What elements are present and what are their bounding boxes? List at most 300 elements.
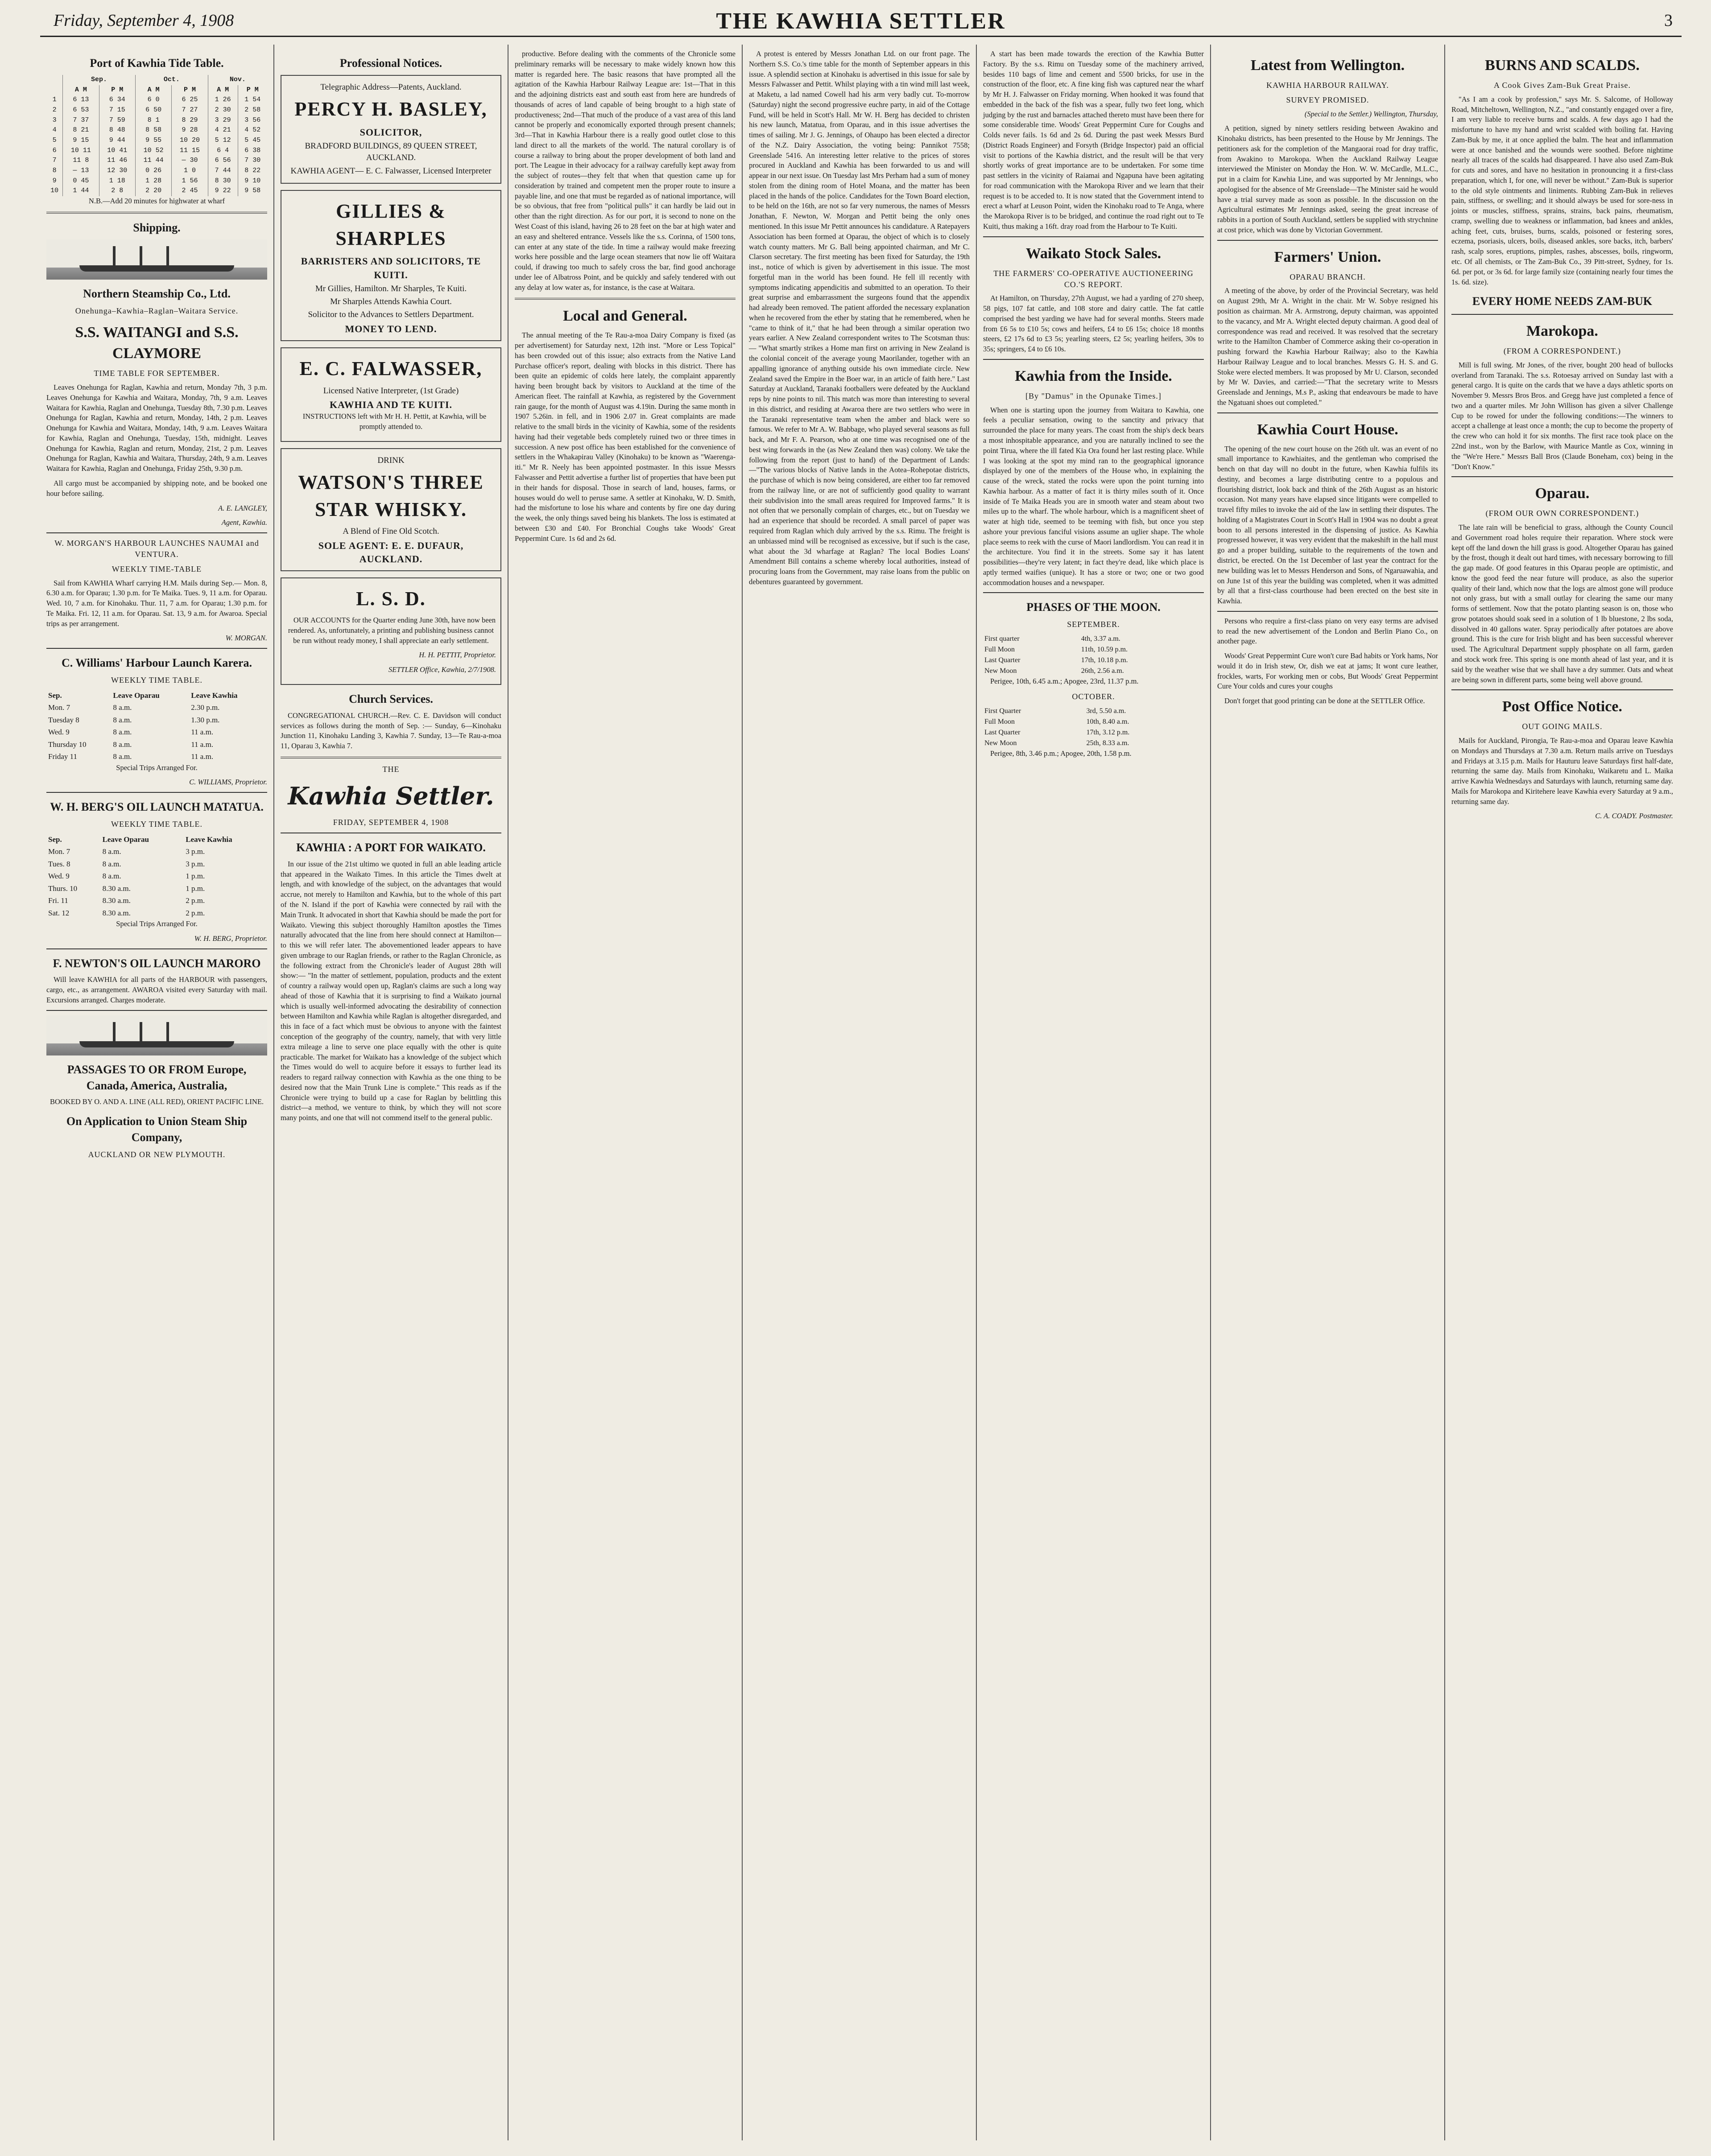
tide-row-cell: 6 50 bbox=[135, 105, 171, 115]
tide-row-cell: 5 45 bbox=[238, 136, 267, 146]
falwasser-place: KAWHIA AND TE KUITI. bbox=[329, 399, 453, 410]
williams-row-cell: Friday 11 bbox=[48, 752, 78, 761]
tide-note: N.B.—Add 20 minutes for highwater at wharf bbox=[88, 197, 225, 206]
basley-advert bbox=[281, 75, 501, 184]
moon-oct-row-cell: 25th, 8.33 a.m. bbox=[1086, 739, 1129, 747]
newton-text: Will leave KAWHIA for all parts of the HARBOUR with passengers, cargo, etc., as arrangement. AWAROA visited every Saturday with mail. Excursions arranged. Charges moderate. bbox=[46, 975, 267, 1004]
column-1 bbox=[40, 45, 274, 2140]
williams-row-cell: 8 a.m. bbox=[113, 703, 132, 712]
whisky-agent: SOLE AGENT: E. E. DUFAUR, AUCKLAND. bbox=[318, 540, 464, 565]
williams-row bbox=[46, 714, 267, 726]
moon-oct-row-cell: New Moon bbox=[984, 739, 1017, 747]
professional-notices-heading: Professional Notices. bbox=[339, 57, 442, 70]
wellington-text: A petition, signed by ninety settlers residing between Awakino and Kinohaku districts, has been presented to the House by Mr Jennings. The petitioners ask for the completion of the Mangaorai road for dray traffic, from Awakino to Marokopa. When the Auckland Railway League interviewed the Minister on Monday the Hon. W. W. McCardle, M.L.C., put in a claim for Kawhia Line, and was supported by Mr Jennings, who apologised for the absence of Mr Greenslade—The Minister said he would have a trial survey made as soon as possible. In the discussion on the Agricultural estimates Mr Jennings asked, seeing the great increase of rabbits in a portion of South Auckland, settlers be supplied with strychnine at cost price, which was done by Victorian Government. bbox=[1217, 124, 1438, 234]
tide-row bbox=[46, 95, 267, 105]
divider bbox=[46, 212, 267, 214]
column-4 bbox=[743, 45, 977, 2140]
williams-row-cell: 8 a.m. bbox=[113, 728, 132, 737]
basley-telegraphic: Telegraphic Address—Patents, Auckland. bbox=[320, 82, 462, 92]
berg-schedule bbox=[46, 833, 267, 919]
berg-row-cell: 8 a.m. bbox=[102, 859, 121, 868]
nss-route: Onehunga–Kawhia–Raglan–Waitara Service. bbox=[75, 306, 239, 315]
printing-notice: Don't forget that good printing can be done at the SETTLER Office. bbox=[1224, 697, 1425, 705]
masthead-title: THE KAWHIA SETTLER bbox=[716, 8, 1006, 34]
basley-address: BRADFORD BUILDINGS, 89 QUEEN STREET, AUCKLAND. bbox=[305, 141, 477, 163]
tide-row-cell: — 13 bbox=[63, 166, 99, 176]
tide-row-cell: 7 44 bbox=[208, 166, 238, 176]
berg-row-cell: 3 p.m. bbox=[186, 847, 205, 856]
lsd-signature: H. H. PETTIT, Proprietor. bbox=[419, 651, 496, 660]
farmers-subheading: OPARAU BRANCH. bbox=[1289, 272, 1366, 281]
tide-row-cell: 6 34 bbox=[99, 95, 135, 105]
moon-sep-row bbox=[983, 634, 1204, 644]
berg-row bbox=[46, 907, 267, 919]
tide-col-header: P M bbox=[238, 85, 267, 95]
williams-row-cell: Thursday 10 bbox=[48, 740, 87, 749]
local-general-heading: Local and General. bbox=[563, 308, 687, 325]
burns-text: "As I am a cook by profession," says Mr. S. Salcome, of Holloway Road, Mitcheltown, Wellington, N.Z., "and constantly engaged over a fire, I am very liable to receive burns and scalds. A few days ago I had the misfortune to have my hand and wrist scalded with boiling fat. Having Zam-Buk by me, it at once applied the balm. The heat and inflammation were at once banished and the wounds were soothed. Before nightime nearly all traces of the scalds had disappeared. I have also used Zam-Buk for cuts and sores, and have no hesitation in pronouncing it a first-class preparation, which I, for one, will never be without." Zam-Buk is superior to the old style ointments and liniments. Rubbing Zam-Buk in relieves pain, stiffness, or swelling; and it should always be used for sore-ness in joints or muscles, stiffness, sprains, strains, back pains, rheumatism, cramp, swelling due to weakness or inflammation, bad knees and ankles, aching feet, cuts, bruises, burns, scalds, poisoned or festering sores, eczema, psoriasis, ulcers, boils, diseased ankles, sore backs, itch, barbers' rash, scalp sores, eruptions, pimples, rashes, abscesses, boils, ringworm, etc. Of all chemists, or The Zam-Buk Co., 39 Pitt-street, Sydney, for 1s. 6d. per pot, or 3s 6d. for large family size (containing nearly four times the 1s. 6d. size). bbox=[1451, 95, 1673, 286]
tide-row-cell: 7 15 bbox=[99, 105, 135, 115]
berg-row-cell: Leave Oparau bbox=[102, 835, 149, 844]
tide-row-cell: 1 54 bbox=[238, 95, 267, 105]
berg-row-cell: Thurs. 10 bbox=[48, 884, 78, 893]
moon-sep-row-cell: New Moon bbox=[984, 667, 1017, 675]
tide-col-header: P M bbox=[172, 85, 208, 95]
moon-sep-row-cell: First quarter bbox=[984, 635, 1020, 643]
berg-row-cell: 1 p.m. bbox=[186, 872, 205, 881]
ss-names: S.S. WAITANGI and S.S. CLAYMORE bbox=[75, 324, 239, 362]
tide-row-cell: 10 20 bbox=[172, 136, 208, 146]
tide-row-cell: 9 15 bbox=[63, 136, 99, 146]
berg-row-cell: Wed. 9 bbox=[48, 872, 70, 881]
whisky-advert bbox=[281, 448, 501, 572]
columns bbox=[40, 45, 1682, 2140]
paper-the: THE bbox=[382, 764, 400, 774]
tide-row-cell: 5 12 bbox=[208, 136, 238, 146]
berg-row-cell: Mon. 7 bbox=[48, 847, 70, 856]
divider bbox=[46, 648, 267, 649]
piano-notice: Persons who require a first-class piano on very easy terms are advised to read the new advertisement of the London and Berlin Piano Co., on another page. bbox=[1217, 616, 1438, 646]
passages-text: BOOKED BY O. AND A. LINE (ALL RED), ORIENT PACIFIC LINE. bbox=[50, 1097, 264, 1106]
wellington-subheading-2: SURVEY PROMISED. bbox=[1286, 95, 1369, 104]
falwasser-title: Licensed Native Interpreter, (1st Grade) bbox=[323, 386, 459, 396]
agent-title: Agent, Kawhia. bbox=[221, 518, 267, 527]
court-heading: Kawhia Court House. bbox=[1257, 421, 1398, 438]
tide-row-cell: 6 38 bbox=[238, 146, 267, 156]
newton-heading: F. NEWTON'S OIL LAUNCH MARORO bbox=[53, 956, 261, 970]
berg-row bbox=[46, 845, 267, 857]
tide-row-cell: 1 0 bbox=[172, 166, 208, 176]
marokopa-heading: Marokopa. bbox=[1526, 323, 1598, 340]
marokopa-subheading: (FROM A CORRESPONDENT.) bbox=[1503, 346, 1621, 356]
berg-special: Special Trips Arranged For. bbox=[116, 919, 198, 928]
shipping-heading: Shipping. bbox=[133, 221, 181, 234]
tide-ampm-row bbox=[46, 85, 267, 95]
williams-row bbox=[46, 701, 267, 713]
berg-row-cell: 8 a.m. bbox=[102, 847, 121, 856]
tide-row-cell: 11 15 bbox=[172, 146, 208, 156]
berg-row bbox=[46, 870, 267, 882]
berg-row-cell: Leave Kawhia bbox=[186, 835, 232, 844]
tide-row-cell: 1 26 bbox=[208, 95, 238, 105]
wellington-subheading: KAWHIA HARBOUR RAILWAY. bbox=[1266, 80, 1389, 90]
moon-oct-row-cell: Full Moon bbox=[984, 718, 1015, 726]
leader-text: In our issue of the 21st ultimo we quoted in full an able leading article that appeared in the Waikato Times. In this article the Times dwelt at length, and with knowledge of the subject, on the advantages that would accrue, not merely to Hamilton and Kawhia, but to the whole of this part of the N. Island if the port of Kawhia were connected by rail with the Main Trunk. It advocated in short that Kawhia should be made the port for Waikato. Viewing this subject thoroughly Hamilton apostles the Times naturally advocated that the line from here should connect at Hamilton—to this we will refer later. The abovementioned leader appears to have given umbrage to our Raglan friends, or rather to the Raglan Chronicle, as the following extract from the Chronicle's leader of August 28th will show:— "In the matter of settlement, population, products and the extent of country a railway would open up, Raglan's claims are such a long way ahead of those of Kawhia that it is surprising to find a Waikato journal which is usually well-informed advocating the desirability of connection between Hamilton and Kawhia while Raglan is altogether disregarded, and this in face of a fact which must be obvious to anyone with the faintest conception of the geography of the country, namely, that with very little extra mileage a line to serve one place equally with the other is quite practicable. The market for Waikato has a knowledge of the subject which the Times would do well to acquire before it essays to further lead its readers to regard railway connection with Kawhia as the one thing to be desired now that the Main Trunk Line is complete." This reads as if the Chronicle were trying to build up a case for Raglan by belittling this district—a method, we venture to think, by which they will not score many points, and one that will not commend itself to the general public. bbox=[281, 859, 501, 1122]
tide-row-cell: 3 29 bbox=[208, 115, 238, 126]
court-text: The opening of the new court house on the 26th ult. was an event of no small importance to Kawhiaites, and the gentleman who comprised the bench on that day will no doubt in the future, when Kawhia fulfils its destiny, and becomes a large distributing centre to a populous and flourishing district, look back and think of the 26th August as an historic occasion. Not many years have elapsed since litigants were compelled to travel fifty miles to invoke the aid of the law in settling their disputes. The holding of a Magistrates Court in Scott's Hall in 1904 was no doubt a great boon to all persons interested in the dispensing of justice. As Kawhia progressed however, it was very evident that the makeshift in the hall must go and a proper building, suitable to the requirements of the town and district, be erected. On the 1st December of last year the contract for the new building was let to Messrs Henderson and Sons, of Ngaruawahia, and on June 1st of this year the building was completed, when it was admitted by all that a first-class courthouse had been erected on the best site in Kawhia. bbox=[1217, 444, 1438, 606]
tide-row-cell: 8 30 bbox=[208, 176, 238, 186]
tide-row-cell: 9 bbox=[52, 177, 57, 185]
tide-row-cell: 10 bbox=[50, 187, 59, 195]
divider bbox=[46, 532, 267, 533]
column-5 bbox=[977, 45, 1211, 2140]
tide-month: Nov. bbox=[208, 75, 267, 85]
divider bbox=[1451, 689, 1673, 690]
tide-col-header: P M bbox=[99, 85, 135, 95]
tide-row bbox=[46, 115, 267, 126]
tide-row-cell: 4 52 bbox=[238, 125, 267, 136]
inside-text: When one is starting upon the journey from Waitara to Kawhia, one feels a peculiar sensation, owing to the sanctity and privacy that surrounded the place for many years. The coast from the ship's deck bears a most inhospitable appearance, and you are naturally inclined to see the point Tirua, where the ill fated Kia Ora found her last resting place. While I was looking at the spot my mind ran to the geographical ignorance displayed by one of the members of the House who, in explaining the cause of the wreck, stated the rocks were upon the point turning into Kawhia harbour. As a matter of fact it is thirty miles south of it. Once inside of Te Maika Heads you are in smooth water and steam about two miles up to the wharf. The whole harbour, which is a magnificent sheet of water at high tide, seemed to be teeming with fish, but once you step ashore your previous fanciful visions assume an uglier shape. The whole place seems to reek with the curse of Maori landlordism. You can read it in the architecture. You find it in the streets. Some say it has latent possibilities—they're very latent; in fact they're dead, like which place is aptly termed waifies (unique). It has a store or two; one or two good accommodation houses and a newspaper. bbox=[983, 405, 1204, 587]
williams-row bbox=[46, 738, 267, 750]
williams-row bbox=[46, 726, 267, 738]
agent-name: A. E. LANGLEY, bbox=[218, 503, 267, 512]
tide-row-cell: 7 bbox=[52, 157, 57, 165]
tide-month: Oct. bbox=[135, 75, 208, 85]
moon-oct-row-cell: First Quarter bbox=[984, 707, 1021, 715]
tide-row-cell: 4 bbox=[52, 126, 57, 134]
tide-row-cell: 3 56 bbox=[238, 115, 267, 126]
tide-row-cell: 8 21 bbox=[63, 125, 99, 136]
whisky-blend: A Blend of Fine Old Scotch. bbox=[343, 527, 439, 536]
burns-subheading: A Cook Gives Zam-Buk Great Praise. bbox=[1494, 80, 1631, 90]
morgan-signature: W. MORGAN. bbox=[225, 634, 267, 643]
tide-row-cell: 11 44 bbox=[135, 156, 171, 166]
williams-row-cell: Sep. bbox=[48, 691, 62, 700]
tide-row-cell: 2 20 bbox=[135, 186, 171, 196]
berg-row-cell: Sat. 12 bbox=[48, 908, 70, 917]
tide-row bbox=[46, 156, 267, 166]
lsd-text: OUR ACCOUNTS for the Quarter ending June 30th, have now been rendered. As, unfortunately, a printing and publishing business cannot be run without ready money, I shall appreciate an early settlement. bbox=[288, 616, 496, 645]
tide-row-cell: 5 bbox=[52, 136, 57, 144]
moon-september-table bbox=[983, 634, 1204, 676]
oparau-subheading: (FROM OUR OWN CORRESPONDENT.) bbox=[1485, 509, 1639, 518]
tide-table-body bbox=[46, 95, 267, 196]
burns-heading: BURNS AND SCALDS. bbox=[1485, 57, 1640, 74]
tide-month: Sep. bbox=[63, 75, 136, 85]
farmers-heading: Farmers' Union. bbox=[1274, 248, 1381, 265]
divider bbox=[1217, 240, 1438, 241]
moon-october-note: Perigee, 8th, 3.46 p.m.; Apogee, 20th, 1.58 p.m. bbox=[990, 749, 1132, 758]
williams-row-cell: Mon. 7 bbox=[48, 703, 70, 712]
tide-row-cell: 0 26 bbox=[135, 166, 171, 176]
tide-row-cell: 4 21 bbox=[208, 125, 238, 136]
tide-month-row bbox=[46, 75, 267, 85]
williams-row-cell: 8 a.m. bbox=[113, 740, 132, 749]
moon-october: OCTOBER. bbox=[1072, 692, 1115, 701]
tide-row-cell: 6 56 bbox=[208, 156, 238, 166]
tide-row-cell: 9 10 bbox=[238, 176, 267, 186]
berg-row-cell: Tues. 8 bbox=[48, 859, 70, 868]
tide-row-cell: 9 28 bbox=[172, 125, 208, 136]
berg-row-cell: 8.30 a.m. bbox=[102, 908, 131, 917]
column-6 bbox=[1211, 45, 1445, 2140]
falwasser-name: E. C. FALWASSER, bbox=[299, 358, 483, 379]
williams-row-cell: 2.30 p.m. bbox=[191, 703, 220, 712]
local-notes-text: A protest is entered by Messrs Jonathan Ltd. on our front page. The Northern S.S. Co.'s time table for the month of September appears in this issue. A splendid section at Kinohaku is advertised in this issue for sale by Messrs Falwasser and Pettit. Whilst playing with a tin wind mill last week, at Maketu, a lad named Cowell had his arm very badly cut. To-morrow (Saturday) night the second progressive euchre party, in aid of the Cottage Fund, will be held in Scott's Hall. Mr W. H. Berg has decided to christen his new launch, Matatua, from Oparau, and in this issue advertises the times of sailing. Mr J. G. Jennings, of Ohaupo has been elected a director of the N.Z. Dairy Association, the voting being: Pannikot 7558; Greenslade 5416. An interesting letter relative to the prices of stores procured in Auckland and Kawhia has been forwarded to us and will appear in our next issue. On Tuesday last Mrs Perham had a sum of money stolen from the dining room of Hotel Moana, and the matter has been placed in the hands of the police. Candidates for the Town Board election, to be held on the 16th, are not so far very numerous, the names of Messrs Jonathan, F. Newton, W. Morgan and Pettit being the only ones mentioned. In this issue Mr Pettit announces his candidature. A Ratepayers Association has been formed at Oparau, the object of which is to closely watch county matters. Mr G. Ball being appointed chairman, and Mr C. Clarson secretary. The first meeting has been fixed for Saturday, the 19th inst., notice of which is given by advertisement in this issue. The most forgetful man in the world has been found. He fell ill recently with symptoms indicating appendicitis and submitted to an operation. To their great surprise and embarrassment the surgeons found that the appendix had already been removed. The patient afforded the necessary explanation when he recovered from the ether by stating that he remembered, when he "came to think of it," that he had been through a similar operation two years earlier. A New Zealand correspondent writes to The Scotsman thus:— "What smartly strikes a Home man first on arriving in New Zealand is the colonial conceit of the average young Maorilander, together with an appalling ignorance of anything outside his own immediate circle. New Zealand saved the Empire in the Boer war, in an article of faith here." Last Saturday at Auckland, Taranaki footballers were defeated by the Auckland reps by nine points to nil. This match was more than interesting to several in this district, and residing at Awaroa there are two settlers who were in the Taranaki representative team when the amber and black were so famous. We refer to Mr A. W. Babbage, who played several seasons as full back, and Mr F. A. Pearson, who at one time was recognised one of the best wing forwards in the (as New Zealand then was) colony. We take the following from the report (just to hand) of the Department of Lands:—"The various blocks of Native lands in the Aotea–Rohepotae districts, the purchase of which is now being considered, are either too far removed from the railway line, or are not of sufficiently good quality to warrant their subdivision into the small areas required for Improved farms." It is not often that we personally complain of charges, etc., but on Tuesday we had an experience that should be recorded. A small parcel of paper was required from Raglan which duly arrived by the s.s. Rimu. The freight is an unbiassed mind will be recognised as excessive, but if such is the case, what about the 3d wharfage at Raglan? The local Bodies Loans' Amendment Bill contains a scheme whereby local authorities, instead of procuring loans from the Government, may raise loans from the public on debentures guaranteed by government. bbox=[749, 49, 970, 586]
passages-heading: PASSAGES TO OR FROM Europe, Canada, America, Australia, bbox=[67, 1063, 247, 1092]
moon-september: SEPTEMBER. bbox=[1067, 620, 1120, 629]
tide-row-cell: 9 22 bbox=[208, 186, 238, 196]
berg-row bbox=[46, 895, 267, 907]
williams-row-cell: 1.30 p.m. bbox=[191, 715, 220, 724]
stock-sales-text: At Hamilton, on Thursday, 27th August, we had a yarding of 270 sheep, 58 pigs, 107 fat cattle, and 108 store and dairy cattle. The fat cattle comprised the best yarding we have had for several months. Steers made from £6 5s to £10 5s; cows and heifers, £4 to £6 15s; choice 18 months steers, £2 17s 6d to £3 5s; yearling steers, £2 5s; yearling heifers, 30s to 35s; springers, £4 to £6 10s. bbox=[983, 294, 1204, 354]
tide-row-cell: 2 58 bbox=[238, 105, 267, 115]
tide-row-cell: 6 25 bbox=[172, 95, 208, 105]
gillies-advert bbox=[281, 190, 501, 341]
moon-sep-row-cell: 11th, 10.59 p.m. bbox=[1081, 646, 1128, 654]
berg-row bbox=[46, 833, 267, 845]
falwasser-text: INSTRUCTIONS left with Mr H. H. Pettit, at Kawhia, will be promptly attended to. bbox=[302, 412, 487, 431]
wellington-heading: Latest from Wellington. bbox=[1250, 57, 1405, 74]
tide-row-cell: 6 4 bbox=[208, 146, 238, 156]
moon-sep-row bbox=[983, 655, 1204, 666]
divider bbox=[1451, 314, 1673, 315]
divider bbox=[281, 757, 501, 759]
marokopa-text: Mill is full swing. Mr Jones, of the river, bought 200 head of bullocks overland from Taranaki. The s.s. Rotoesay arrived on Sunday last with a general cargo. It is quite on the cards that we have a days athletic sports on November 9. Messrs Bros Bros. and Gregg have just completed a fence of two and a quarter miles. Mr John Willison has given a silver Challenge Cup to be rowed for under the following conditions:—The winners to accept a challenge at least once a month; the cup to become the property of the crew who can hold it for six months. The first race took place on the 22nd inst., won by the Barlow, with Maurice Mantle as Cox, winning in the "We're Here." Messrs Ball Bros (Claude Boneham, cox) being in the "Don't Know." bbox=[1451, 360, 1673, 471]
tide-row-cell: — 30 bbox=[172, 156, 208, 166]
burns-slogan: EVERY HOME NEEDS ZAM-BUK bbox=[1472, 295, 1653, 308]
williams-row-cell: Wed. 9 bbox=[48, 728, 70, 737]
tide-row-cell: 7 59 bbox=[99, 115, 135, 126]
williams-row-cell: 11 a.m. bbox=[191, 752, 214, 761]
divider bbox=[46, 792, 267, 793]
williams-row-cell: 11 a.m. bbox=[191, 728, 214, 737]
divider bbox=[46, 948, 267, 949]
column-2 bbox=[274, 45, 508, 2140]
tide-row-cell: 6 bbox=[52, 146, 57, 154]
tide-row-cell: 1 28 bbox=[135, 176, 171, 186]
williams-row bbox=[46, 689, 267, 701]
lsd-office: SETTLER Office, Kawhia, 2/7/1908. bbox=[388, 665, 496, 674]
tide-row-cell: 6 53 bbox=[63, 105, 99, 115]
tide-row-cell: 3 bbox=[52, 116, 57, 124]
paper-date: FRIDAY, SEPTEMBER 4, 1908 bbox=[333, 818, 449, 827]
moon-october-table bbox=[983, 706, 1204, 749]
moon-oct-row-cell: 17th, 3.12 p.m. bbox=[1086, 729, 1130, 737]
moon-oct-row bbox=[983, 717, 1204, 727]
tide-row-cell: 7 37 bbox=[63, 115, 99, 126]
stock-sales-subheading: THE FARMERS' CO-OPERATIVE AUCTIONEERING CO.'S REPORT. bbox=[993, 268, 1194, 289]
moon-phases-heading: PHASES OF THE MOON. bbox=[1026, 601, 1161, 614]
williams-schedule bbox=[46, 689, 267, 763]
stock-sales-heading: Waikato Stock Sales. bbox=[1025, 245, 1161, 262]
berg-row-cell: 8.30 a.m. bbox=[102, 896, 131, 905]
farmers-text: A meeting of the above, by order of the Provincial Secretary, was held on August 29th, Mr A. Wright in the chair. Mr W. Sobye resigned his position as chairman. Mr A. Armstrong, deputy chairman, was appointed to the vacancy, and Mr A. Wright elected deputy chairman. A good deal of correspondence was read and received. It was resolved that the secretary write to the Hamilton Chamber of Commerce asking their co-operation in pushing forward the Kawhia Harbour Railway; also to the Kawhia Harbour Railway League and to local branches. Messrs G. H. S. and G. Stoke were elected members. It was proposed by Mr U. Clarson, seconded by Mr W. Davies, and carried:—"That the secretary write to Messrs Greenslade and Jennings, M.s P., asking that endeavours be made to have the Ngatuani shoes out completed." bbox=[1217, 286, 1438, 407]
leader-heading: KAWHIA : A PORT FOR WAIKATO. bbox=[296, 841, 486, 854]
moon-oct-row-cell: Last Quarter bbox=[984, 729, 1021, 737]
money-to-lend: MONEY TO LEND. bbox=[345, 323, 437, 334]
berg-row-cell: Fri. 11 bbox=[48, 896, 68, 905]
williams-special: Special Trips Arranged For. bbox=[116, 763, 198, 772]
lsd-heading: L. S. D. bbox=[356, 588, 426, 610]
inside-heading: Kawhia from the Inside. bbox=[1015, 367, 1172, 384]
tide-row-cell: 0 45 bbox=[63, 176, 99, 186]
moon-oct-row-cell: 10th, 8.40 a.m. bbox=[1086, 718, 1129, 726]
masthead bbox=[40, 8, 1682, 37]
moon-sep-row bbox=[983, 666, 1204, 676]
divider bbox=[983, 592, 1204, 593]
passages-address: AUCKLAND OR NEW PLYMOUTH. bbox=[88, 1150, 226, 1159]
berg-row bbox=[46, 858, 267, 870]
tide-row bbox=[46, 105, 267, 115]
moon-sep-row-cell: 4th, 3.37 a.m. bbox=[1081, 635, 1120, 643]
berg-row-cell: Sep. bbox=[48, 835, 62, 844]
divider bbox=[515, 298, 736, 300]
williams-signature: C. WILLIAMS, Proprietor. bbox=[189, 778, 267, 787]
tide-row-cell: 11 8 bbox=[63, 156, 99, 166]
moon-oct-row bbox=[983, 706, 1204, 717]
paper-nameplate: Kawhia Settler. bbox=[288, 781, 494, 810]
tide-col-header: A M bbox=[63, 85, 99, 95]
tide-row bbox=[46, 125, 267, 136]
gillies-advances: Solicitor to the Advances to Settlers Department. bbox=[308, 310, 474, 320]
divider bbox=[1217, 611, 1438, 612]
column-3 bbox=[508, 45, 743, 2140]
church-heading: Church Services. bbox=[349, 692, 433, 705]
tide-row-cell: 10 41 bbox=[99, 146, 135, 156]
tide-row-cell: 9 55 bbox=[135, 136, 171, 146]
tide-row-cell: 2 30 bbox=[208, 105, 238, 115]
tide-row-cell: 1 44 bbox=[63, 186, 99, 196]
nss-name: Northern Steamship Co., Ltd. bbox=[83, 287, 231, 300]
post-office-heading: Post Office Notice. bbox=[1502, 698, 1623, 715]
moon-sep-row-cell: Full Moon bbox=[984, 646, 1015, 654]
gillies-partners: Mr Gillies, Hamilton. Mr Sharples, Te Kuiti. bbox=[315, 284, 467, 293]
berg-row bbox=[46, 882, 267, 895]
berg-timetable-title: WEEKLY TIME TABLE. bbox=[111, 819, 203, 829]
gillies-name: GILLIES & SHARPLES bbox=[335, 200, 446, 249]
falwasser-advert bbox=[281, 347, 501, 442]
passages-apply: On Application to Union Steam Ship Company, bbox=[66, 1115, 248, 1144]
steamship-illustration bbox=[46, 239, 267, 280]
post-office-text: Mails for Auckland, Pirongia, Te Rau-a-moa and Oparau leave Kawhia on Mondays and Thursdays at 7.30 a.m. Return mails arrive on Tuesdays and Fridays at 3.15 p.m. Mails for Hauturu leave Saturdays first half-date, returning the same day. Mails from Kinohaku, Waikaretu and L. Maika arrive Kawhia Wednesdays and Saturdays with launch, returning same day. Mails for Marokopa and Kiritehere leave Kawhia every Saturday at 9 a.m., returning same day. bbox=[1451, 736, 1673, 806]
moon-sep-row-cell: 26th, 2.56 a.m. bbox=[1081, 667, 1124, 675]
tide-row-cell: 1 bbox=[52, 96, 57, 104]
tide-row-cell: 8 58 bbox=[135, 125, 171, 136]
tide-table bbox=[46, 75, 267, 196]
tide-row-cell: 10 11 bbox=[63, 146, 99, 156]
tide-row-cell: 9 44 bbox=[99, 136, 135, 146]
williams-timetable-title: WEEKLY TIME TABLE. bbox=[111, 676, 203, 685]
basley-name: PERCY H. BASLEY, bbox=[294, 98, 488, 120]
tide-row-cell: 6 13 bbox=[63, 95, 99, 105]
berg-heading: W. H. BERG'S OIL LAUNCH MATATUA. bbox=[50, 800, 264, 814]
tide-row bbox=[46, 186, 267, 196]
post-office-signature: C. A. COADY. Postmaster. bbox=[1595, 812, 1673, 820]
tide-row bbox=[46, 146, 267, 156]
divider bbox=[983, 359, 1204, 360]
williams-row-cell: Tuesday 8 bbox=[48, 715, 79, 724]
lsd-advert bbox=[281, 577, 501, 685]
morgan-heading: W. MORGAN'S HARBOUR LAUNCHES NAUMAI and VENTURA. bbox=[54, 539, 259, 559]
morgan-text: Sail from KAWHIA Wharf carrying H.M. Mails during Sep.— Mon. 8, 6.30 a.m. for Oparau; 1.30 p.m. for Te Maika. Tues. 9, 11 a.m. for Oparau. Wed. 10, 7 a.m. for Kinohaku. Thur. 11, 7 a.m. for Oparau; 1.30 p.m. for Te Maika. Fri. 12, 11 a.m. for Oparau. Sat. 13, 9 a.m. for Awaroa. Special trips as per arrangement. bbox=[46, 578, 267, 628]
tide-row-cell: 8 48 bbox=[99, 125, 135, 136]
tide-row bbox=[46, 136, 267, 146]
divider bbox=[1451, 476, 1673, 477]
williams-row-cell: Leave Kawhia bbox=[191, 691, 238, 700]
berg-signature: W. H. BERG, Proprietor. bbox=[194, 934, 267, 943]
gillies-note: Mr Sharples Attends Kawhia Court. bbox=[330, 297, 452, 307]
berg-row-cell: 3 p.m. bbox=[186, 859, 205, 868]
woods-verse: Woods' Great Peppermint Cure won't cure Bad habits or York hams, Nor would it do in Irish stew, Or, dish we eat at jams; It wont cure leather, frockles, warts, For working men or cobs, But Woods' Great Peppermint Cure Your colds and cures your coughs bbox=[1217, 651, 1438, 691]
whisky-drink: DRINK bbox=[377, 455, 405, 465]
divider bbox=[1217, 412, 1438, 413]
williams-row-cell: 11 a.m. bbox=[191, 740, 214, 749]
tide-table-title: Port of Kawhia Tide Table. bbox=[90, 57, 224, 70]
wellington-dateline: (Special to the Settler.) Wellington, Thursday, bbox=[1304, 109, 1438, 118]
tide-row-cell: 8 22 bbox=[238, 166, 267, 176]
berg-row-cell: 1 p.m. bbox=[186, 884, 205, 893]
tide-row-cell: 1 18 bbox=[99, 176, 135, 186]
moon-sep-row bbox=[983, 644, 1204, 655]
liner-illustration bbox=[46, 1015, 267, 1055]
local-general-text: The annual meeting of the Te Rau-a-moa Dairy Company is fixed (as per advertisement) for Saturday next, 12th inst. "More or Less Topical" has been crowded out of this issue; also extracts from the Native Land Purchase officer's report, dealing with blocks in this district. There has been quite an epidemic of colds here lately, the complaint apparently having been brought back by visitors to Auckland at the time of the American fleet. The rainfall at Kawhia, as registered by the Government rain gauge, for the month of August was 4.19in. During the same month in 1907 5.26in. in fell, and in 1906 2.07 in. Great complaints are made relative to the small birds in the vicinity of Kawhia, some of the residents having had their vegetable beds completely ruined two or three times in succession. A new post office has been established for the convenience of settlers in the Whakapirau Valley (Kinohaku) to be known as "Waerenga-iti." Mr R. Neely has been appointed postmaster. In this issue Messrs Falwasser and Pettit advertise a further list of properties that have been put in their hands for disposal. Those in search of land, houses, farms, or houses would do well to peruse same. A settler at Kinohaku, W. D. Smith, had the misfortune to lose his whare and contents by fire one day during the week, the only things saved being his blankets. The loss is estimated at between £30 and £40. For Bronchial Coughs take Woods' Great Peppermint Cure. 1s 6d and 2s 6d. bbox=[515, 331, 736, 543]
tide-row-cell: 6 0 bbox=[135, 95, 171, 105]
tide-row-cell: 12 30 bbox=[99, 166, 135, 176]
moon-oct-row-cell: 3rd, 5.50 a.m. bbox=[1086, 707, 1126, 715]
tide-row-cell: 11 46 bbox=[99, 156, 135, 166]
tide-row-cell: 1 56 bbox=[172, 176, 208, 186]
gillies-title: BARRISTERS AND SOLICITORS, TE KUITI. bbox=[301, 256, 481, 280]
timetable-text: Leaves Onehunga for Raglan, Kawhia and return, Monday 7th, 3 p.m. Leaves Onehunga for Kawhia and Waitara, Monday, 7th, 9 a.m. Leaves Waitara for Kawhia, Raglan and Onehunga, Tuesday 8th, 7.30 p.m. Leaves Onehunga for Raglan, Kawhia and return, Monday, 14th, 2 p.m. Leaves Onehunga for Kawhia and Waitara, Monday, 14th, 9 a.m. Leaves Waitara for Kawhia, Raglan and Onehunga, Tuesday, 15th, midnight. Leaves Onehunga for Kawhia, Raglan and return, Monday, 21st, 2 p.m. Leaves Onehunga for Raglan, Kawhia and Waitara, Thursday, 24th, 9 a.m. Leaves Waitara for Kawhia, Raglan and Onehunga, Friday 25th, 9.30 p.m. bbox=[46, 383, 267, 473]
masthead-page-number: 3 bbox=[1664, 11, 1673, 30]
inside-byline: [By "Damus" in the Opunake Times.] bbox=[1025, 391, 1161, 400]
moon-september-note: Perigee, 10th, 6.45 a.m.; Apogee, 23rd, 11.37 p.m. bbox=[990, 677, 1139, 686]
tide-row-cell: 2 bbox=[52, 106, 57, 114]
masthead-date: Friday, September 4, 1908 bbox=[54, 11, 234, 30]
tide-row-cell: 10 52 bbox=[135, 146, 171, 156]
tide-row-cell: 7 27 bbox=[172, 105, 208, 115]
williams-row-cell: 8 a.m. bbox=[113, 715, 132, 724]
basley-agent: KAWHIA AGENT— E. C. Falwasser, Licensed Interpreter bbox=[290, 166, 492, 176]
berg-row-cell: 8 a.m. bbox=[102, 872, 121, 881]
williams-row-cell: Leave Oparau bbox=[113, 691, 160, 700]
oparau-heading: Oparau. bbox=[1535, 485, 1590, 502]
tide-row-cell: 7 30 bbox=[238, 156, 267, 166]
church-text: CONGREGATIONAL CHURCH.—Rev. C. E. Davidson will conduct services as follows during the month of Sep. :— Sunday, 6—Kinohaku Junction 11, Kinohaku Landing 3, Kawhia 7. Sunday, 13—Te Rau-a-moa 11, Oparau 3, Kawhia 7. bbox=[281, 711, 501, 750]
moon-oct-row bbox=[983, 738, 1204, 749]
whisky-name: WATSON'S THREE STAR WHISKY. bbox=[298, 471, 484, 520]
timetable-heading: TIME TABLE FOR SEPTEMBER. bbox=[94, 369, 220, 378]
post-office-subheading: OUT GOING MAILS. bbox=[1522, 722, 1603, 731]
column-7 bbox=[1445, 45, 1679, 2140]
basley-title: SOLICITOR, bbox=[360, 126, 422, 138]
oparau-text: The late rain will be beneficial to grass, although the County Council and Government road holes require their reparation. Where stock were kept off the land down the hill grass is good. Altogether Oparau has gained by the frost, though it dealt out hard times, with necessary borrowing to fill the gap made. Of good features in this Oparau people are optimistic, and know the good feed the near future will produce, as also the superior quality of their land, which now that the logs are almost gone will produce not only grass, but with a small outlay for clearing the same our many forms of settlement. Now that the potato planting season is on, those who grow potatoes should soak seed in a solution of 1 lb bluestone, 2 lbs soda, dissolved in 40 gallons water. Spray periodically after potatoes are above ground. This is the cure for Irish blight and has been successful wherever used. The Agricultural Department supply phosphate on all farm, garden and stock work free. This spring is one month ahead of last year, and it is said by the weather wise that we shall have a dry summer. Oats and wheat are being sown in different parts, some being well above ground. bbox=[1451, 523, 1673, 684]
tide-row-cell: 8 29 bbox=[172, 115, 208, 126]
tide-row-cell: 2 45 bbox=[172, 186, 208, 196]
tide-row-cell: 8 bbox=[52, 167, 57, 175]
tide-row-cell: 2 8 bbox=[99, 186, 135, 196]
williams-row bbox=[46, 750, 267, 763]
berg-row-cell: 8.30 a.m. bbox=[102, 884, 131, 893]
leader-continued: productive. Before dealing with the comments of the Chronicle some preliminary remarks will be necessary to make widely known how this matter is regarded here. The basic reasons that have prompted all the agitation of the Kawhia Harbour Railway League are: 1st—That in this and the adjoining districts east and south east from here are hundreds of thousands of acres of land capable of being brought to a high state of productiveness; 2nd—That much of the produce of a vast area of this land cannot be properly and economically exported through present channels; 3rd—That in Kawhia Harbour there is a really good outlet close to this land direct to all the markets of the world. The natural corollary is of course a railway to bring about the proper development of both land and port. The League in their advocacy for a railway carefully kept away from the subject of routes—they felt that when that question came up for consideration by trained and competent men the proper route to insure a payable line, and one that must be regarded as of national importance, will be so obvious, that free from "political pulls" it can hardly be laid out in other than the right direction. As for our port, it is second to none on the West Coast of this island, having 26 to 28 feet on the bar at high water and an easy and sheltered entrance. Vessels like the s.s. Corinna, of 1500 tons, can enter at any state of the tide. In time a railway would make freezing works here possible and the large ocean steamers that now lie off Waitara could, if drawing too much to safely cross the bar, find good anchorage under lee of Albatross Point, and be quickly and safely tendered with out any delay at low water as, for instance, is the case at Waitara. bbox=[515, 49, 736, 292]
tide-row bbox=[46, 176, 267, 186]
moon-sep-row-cell: 17th, 10.18 p.m. bbox=[1081, 656, 1128, 664]
cargo-note: All cargo must be accompanied by shipping note, and be booked one hour before sailing. bbox=[46, 479, 267, 498]
divider bbox=[46, 1010, 267, 1011]
tide-row-cell: 9 58 bbox=[238, 186, 267, 196]
tide-col-header: A M bbox=[208, 85, 238, 95]
